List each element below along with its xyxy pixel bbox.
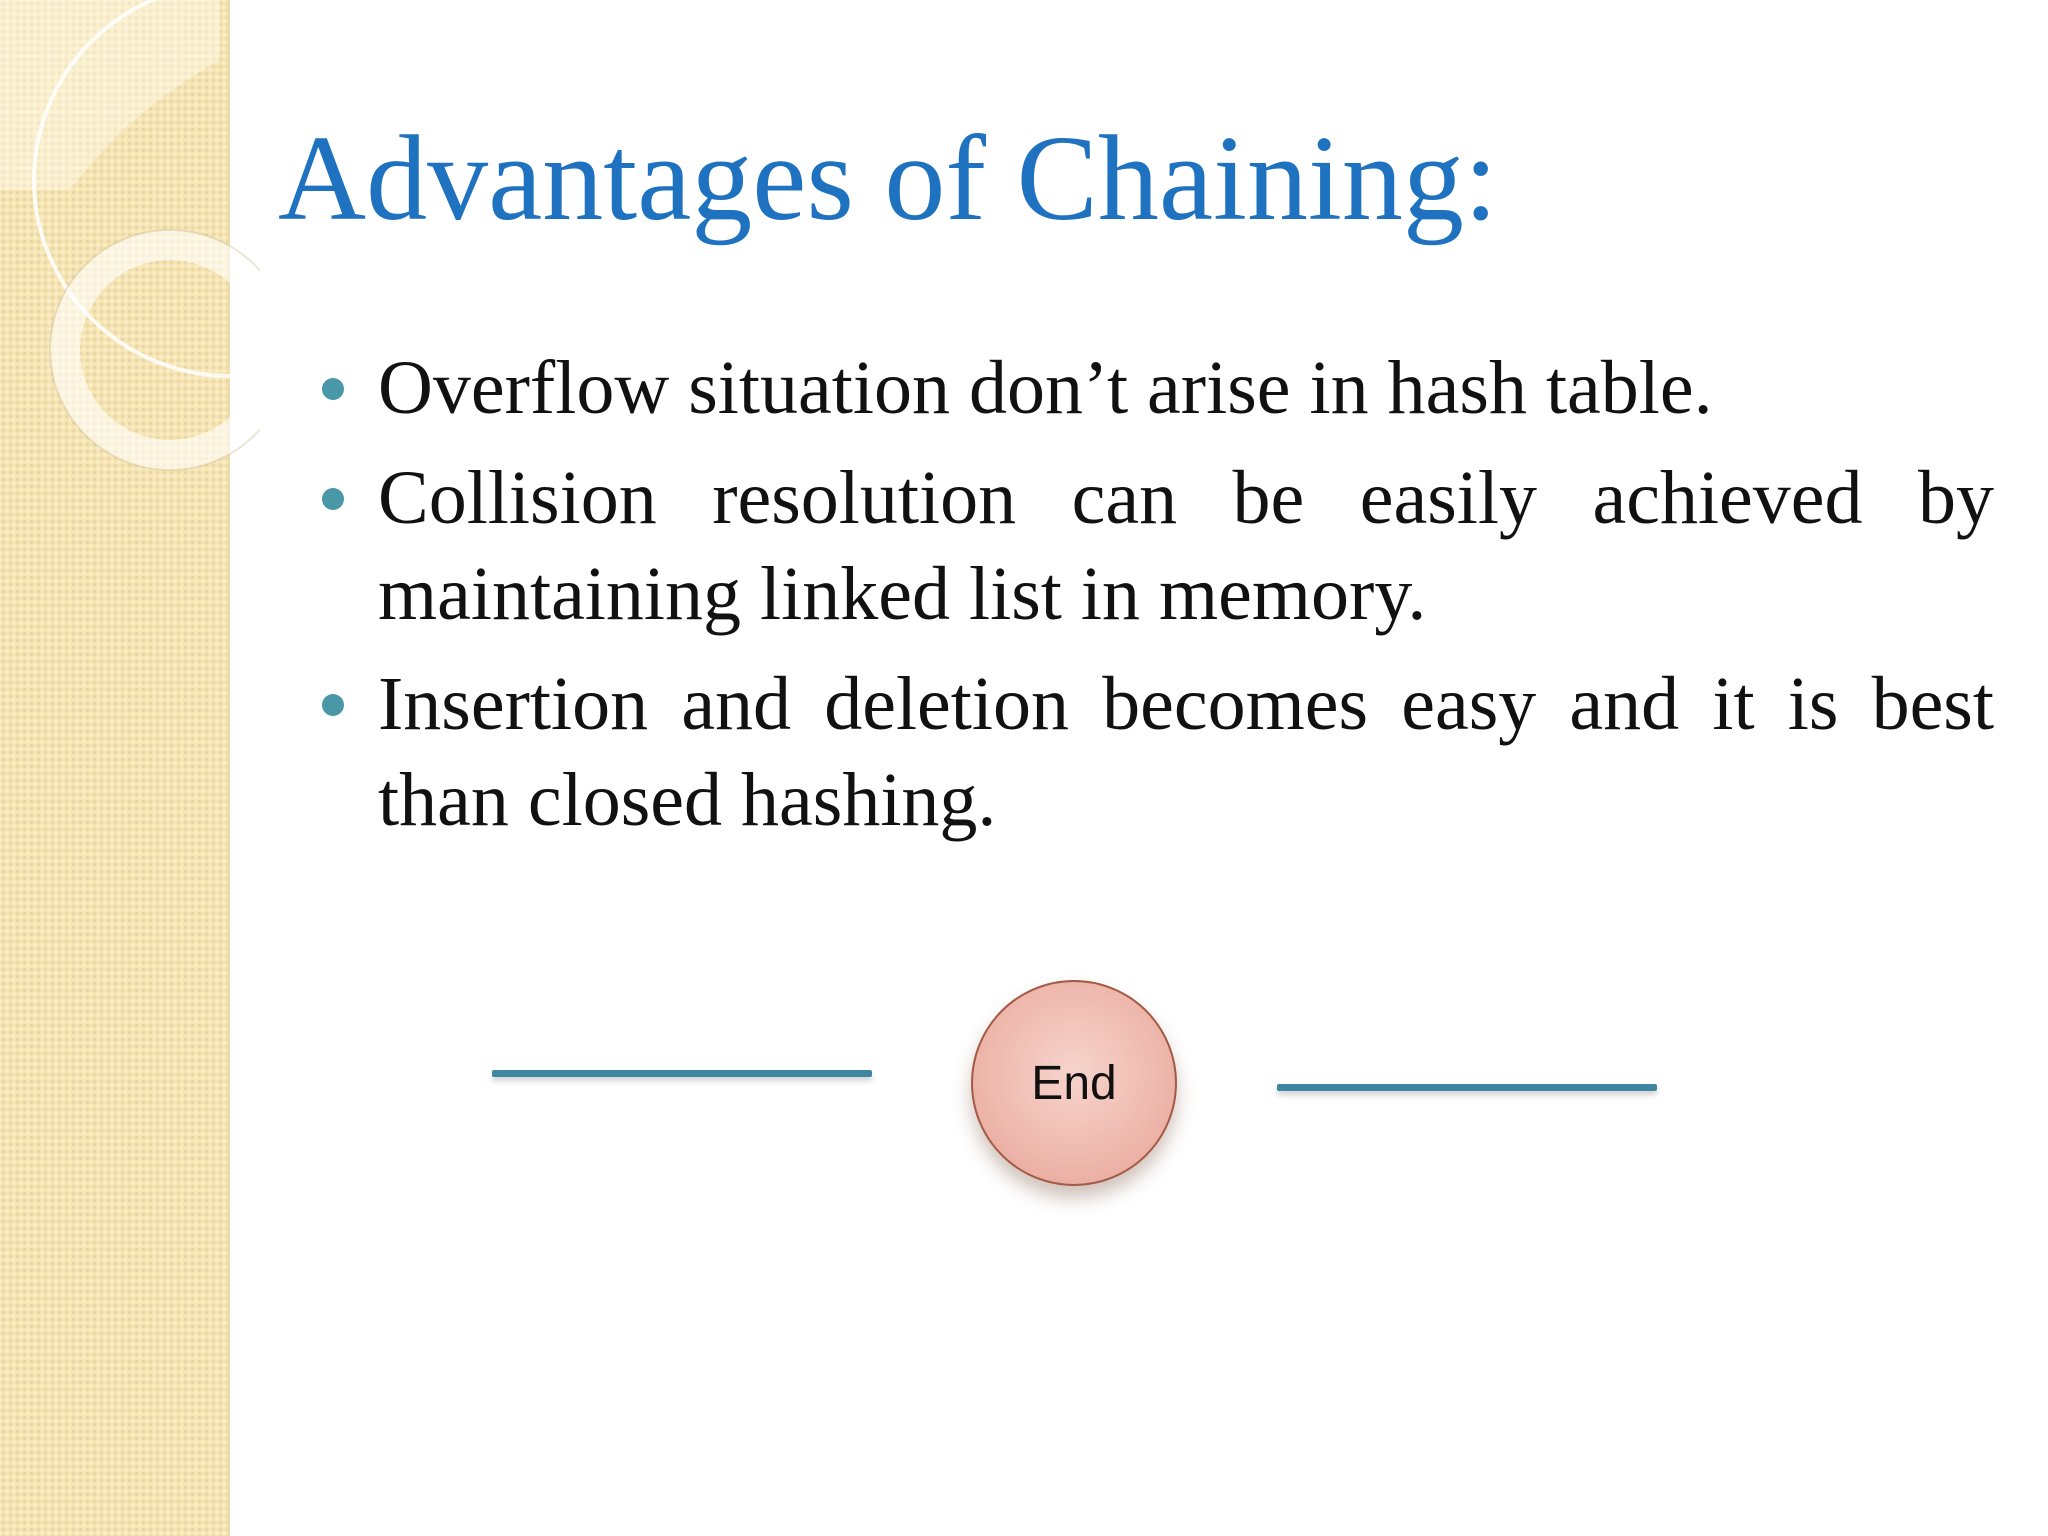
decorative-rings bbox=[0, 0, 260, 500]
bullet-dot-icon bbox=[322, 488, 344, 510]
end-button[interactable] bbox=[971, 980, 1177, 1186]
end-button-label: End bbox=[1031, 1056, 1117, 1110]
bullet-dot-icon bbox=[322, 378, 344, 400]
bullet-dot-icon bbox=[322, 694, 344, 716]
bullet-item bbox=[318, 450, 1994, 642]
bullet-list bbox=[318, 340, 1994, 862]
bullet-text: Collision resolution can be easily achieved by maintaining linked list in memory. bbox=[378, 456, 1994, 636]
slide-title: Advantages of Chaining: bbox=[278, 111, 1498, 246]
right-divider-line bbox=[1277, 1084, 1657, 1091]
bullet-item bbox=[318, 656, 1994, 848]
bullet-text: Insertion and deletion becomes easy and it is best than closed hashing. bbox=[378, 662, 1994, 842]
left-divider-line bbox=[492, 1070, 872, 1077]
bullet-item bbox=[318, 340, 1994, 436]
bullet-text: Overflow situation don’t arise in hash table. bbox=[378, 346, 1713, 430]
